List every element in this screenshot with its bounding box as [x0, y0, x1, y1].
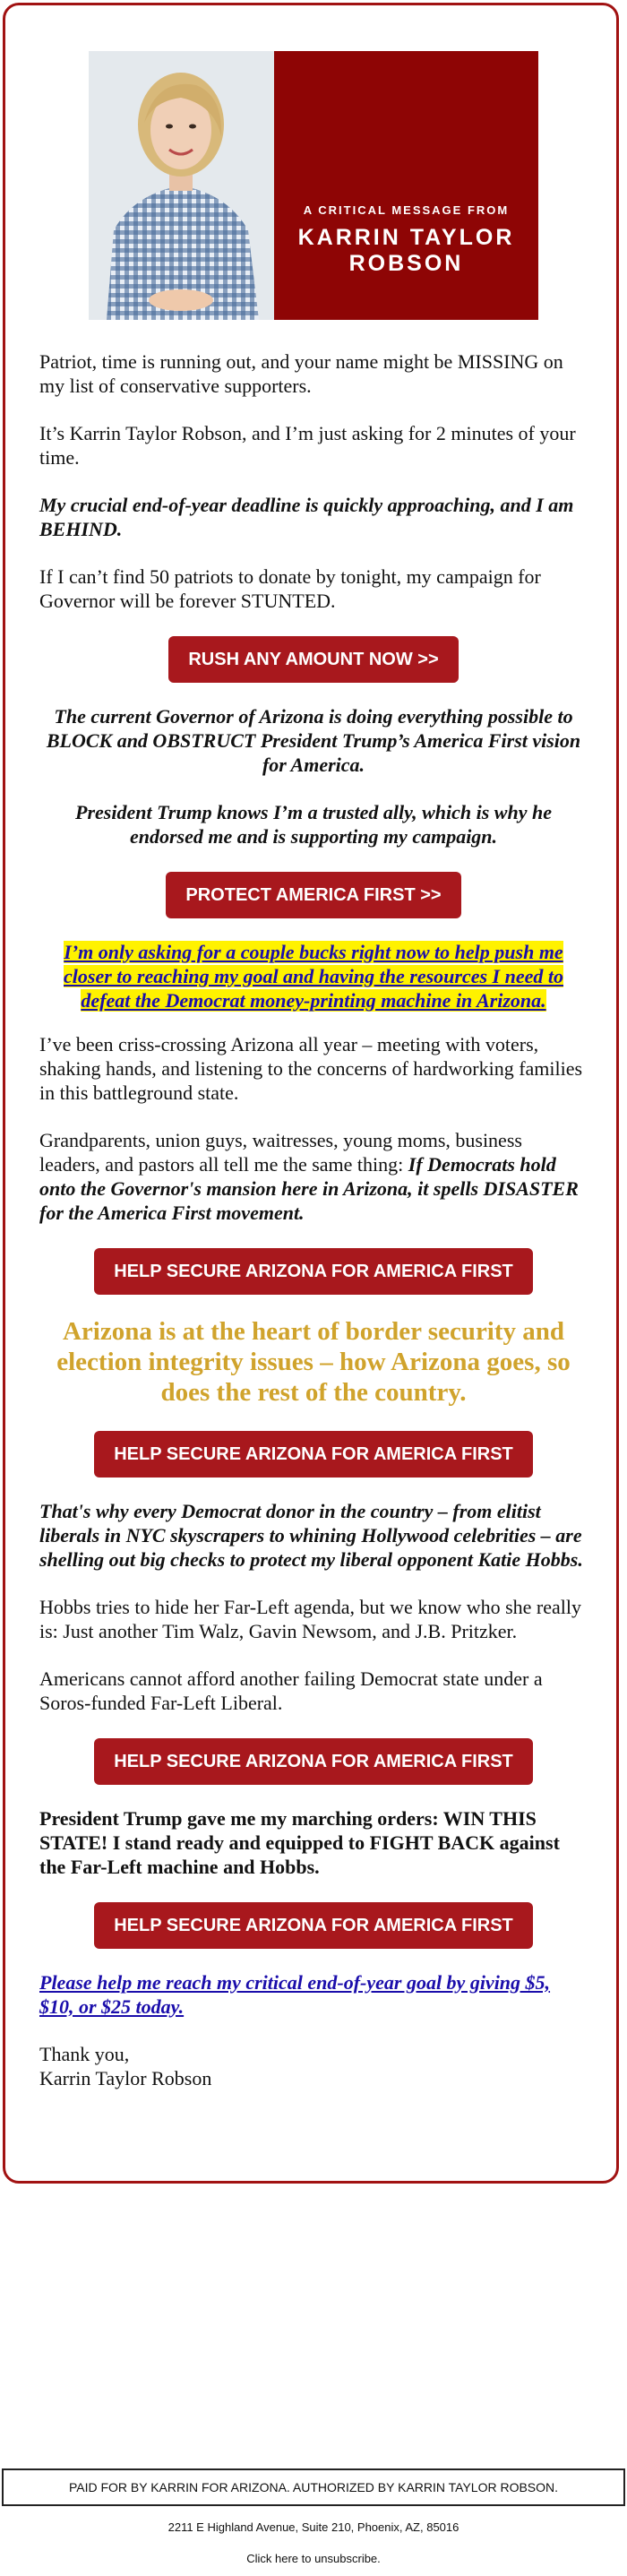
paragraph-deadline: My crucial end-of-year deadline is quickly approaching, and I am BEHIND. — [39, 494, 574, 540]
paragraph-governor: The current Governor of Arizona is doing everything possible to BLOCK and OBSTRUCT President Trump’s America First vision for America. — [46, 705, 581, 776]
paid-for-disclaimer: PAID FOR BY KARRIN FOR ARIZONA. AUTHORIZED BY KARRIN TAYLOR ROBSON. — [2, 2468, 625, 2506]
hero-name-line2: ROBSON — [348, 251, 464, 276]
protect-america-first-button[interactable]: PROTECT AMERICA FIRST >> — [166, 872, 460, 918]
grandparents-plain: Grandparents, union guys, waitresses, young moms, business leaders, and pastors all tell me the same thing: — [39, 1129, 522, 1176]
paragraph-soros: Americans cannot afford another failing Democrat state under a Soros-funded Far-Left Liberal. — [39, 1667, 543, 1714]
candidate-photo — [89, 51, 274, 320]
hero-banner — [89, 51, 538, 320]
mailing-address: 2211 E Highland Avenue, Suite 210, Phoenix, AZ, 85016 — [167, 2520, 460, 2534]
hero-candidate-name — [274, 225, 538, 277]
signature: Karrin Taylor Robson — [39, 2067, 212, 2089]
paragraph-criss-crossing: I’ve been criss-crossing Arizona all year – meeting with voters, shaking hands, and listening to the concerns of hardworking families in this battleground state. — [39, 1033, 583, 1104]
paragraph-hobbs: Hobbs tries to hide her Far-Left agenda, but we know who she really is: Just another Tim Walz, Gavin Newsom, and J.B. Pritzker. — [39, 1596, 581, 1642]
paragraph-trump-ally: President Trump knows I’m a trusted ally, which is why he endorsed me and is supporting my campaign. — [75, 801, 552, 848]
paragraph-marching-orders: President Trump gave me my marching orders: WIN THIS STATE! I stand ready and equipped to FIGHT BACK against the Far-Left machine and Hobbs. — [39, 1807, 560, 1878]
secure-arizona-button-4[interactable]: HELP SECURE ARIZONA FOR AMERICA FIRST — [94, 1902, 533, 1949]
hero-name-line1: KARRIN TAYLOR — [297, 225, 515, 250]
paragraph-intro: It’s Karrin Taylor Robson, and I’m just asking for 2 minutes of your time. — [39, 422, 576, 469]
grandparents-bold: If Democrats hold onto the Governor's mansion here in Arizona, it spells DISASTER for the America First movement. — [39, 1153, 579, 1224]
paragraph-democrat-donors: That's why every Democrat donor in the country – from elitist liberals in NYC skyscrapers to whining Hollywood celebrities – are shelling out big checks to protect my liberal opponent Katie Hobbs. — [39, 1500, 583, 1571]
paragraph-stunted: If I can’t find 50 patriots to donate by tonight, my campaign for Governor will be forever STUNTED. — [39, 565, 541, 612]
secure-arizona-button-3[interactable]: HELP SECURE ARIZONA FOR AMERICA FIRST — [94, 1738, 533, 1785]
signoff: Thank you, — [39, 2043, 130, 2065]
donate-goal-link[interactable]: Please help me reach my critical end-of-year goal by giving $5, $10, or $25 today. — [39, 1971, 551, 2018]
paragraph-grandparents — [39, 1128, 588, 1225]
email-body — [39, 349, 588, 2090]
rush-any-amount-button[interactable]: RUSH ANY AMOUNT NOW >> — [168, 636, 458, 683]
donate-highlight-link[interactable]: I’m only asking for a couple bucks right now to help push me closer to reaching my goal and having the resources I need to defeat the Democrat money-printing machine in Arizona. — [64, 941, 563, 1012]
paragraph-opening: Patriot, time is running out, and your name might be MISSING on my list of conservative supporters. — [39, 350, 563, 397]
secure-arizona-button-2[interactable]: HELP SECURE ARIZONA FOR AMERICA FIRST — [94, 1431, 533, 1478]
hero-kicker: A CRITICAL MESSAGE FROM — [303, 203, 510, 217]
secure-arizona-button-1[interactable]: HELP SECURE ARIZONA FOR AMERICA FIRST — [94, 1248, 533, 1295]
gold-callout: Arizona is at the heart of border security and election integrity issues – how Arizona goes, so does the rest of the country. — [56, 1317, 571, 1407]
unsubscribe-link[interactable]: Click here to unsubscribe. — [246, 2552, 381, 2565]
